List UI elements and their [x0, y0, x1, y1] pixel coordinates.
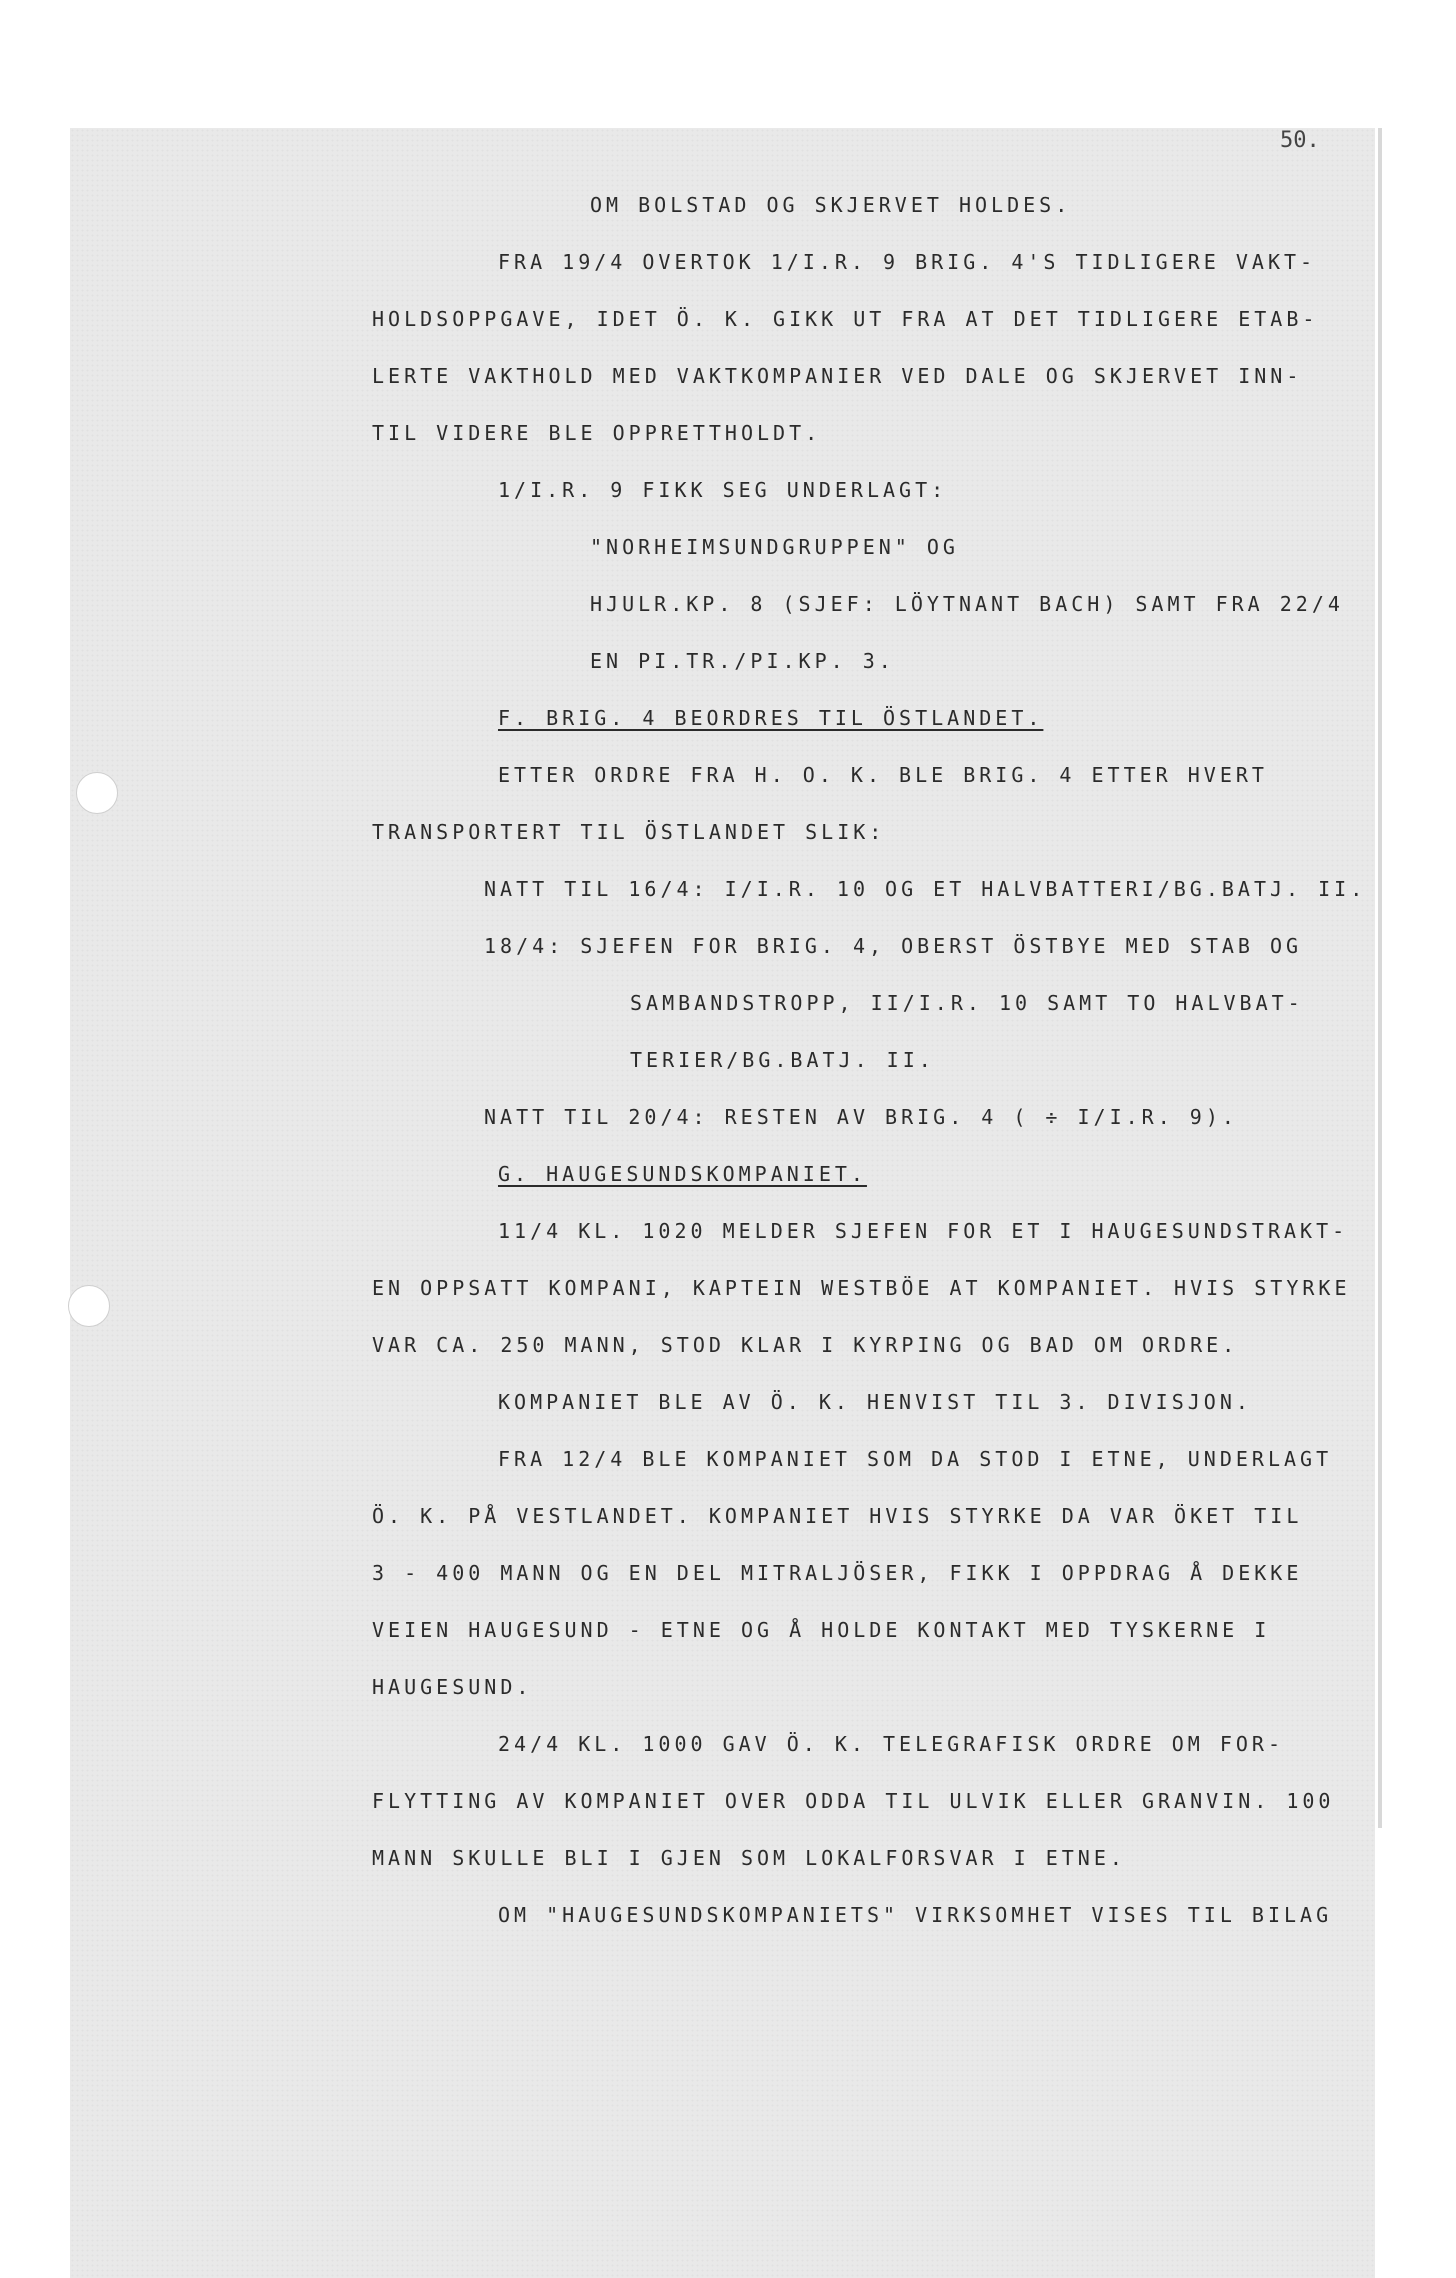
text-line: NATT TIL 20/4: RESTEN AV BRIG. 4 ( ÷ I/I.R. 9). — [484, 1105, 1238, 1129]
text-line: 24/4 KL. 1000 GAV Ö. K. TELEGRAFISK ORDRE OM FOR- — [498, 1732, 1285, 1756]
text-line: OM BOLSTAD OG SKJERVET HOLDES. — [590, 193, 1072, 217]
text-line: MANN SKULLE BLI I GJEN SOM LOKALFORSVAR I ETNE. — [372, 1846, 1126, 1870]
text-line: "NORHEIMSUNDGRUPPEN" OG — [590, 535, 959, 559]
text-line: FRA 19/4 OVERTOK 1/I.R. 9 BRIG. 4'S TIDLIGERE VAKT- — [498, 250, 1317, 274]
text-line: ETTER ORDRE FRA H. O. K. BLE BRIG. 4 ETTER HVERT — [498, 763, 1268, 787]
text-line: TRANSPORTERT TIL ÖSTLANDET SLIK: — [372, 820, 886, 844]
text-line: 11/4 KL. 1020 MELDER SJEFEN FOR ET I HAUGESUNDSTRAKT- — [498, 1219, 1349, 1243]
text-line: FRA 12/4 BLE KOMPANIET SOM DA STOD I ETNE, UNDERLAGT — [498, 1447, 1333, 1471]
page-number: 50. — [1280, 128, 1320, 153]
sheet-edge — [1378, 128, 1382, 1828]
text-line: 18/4: SJEFEN FOR BRIG. 4, OBERST ÖSTBYE MED STAB OG — [484, 934, 1303, 958]
text-line: Ö. K. PÅ VESTLANDET. KOMPANIET HVIS STYRKE DA VAR ÖKET TIL — [372, 1504, 1303, 1528]
text-line: VEIEN HAUGESUND - ETNE OG Å HOLDE KONTAKT MED TYSKERNE I — [372, 1618, 1271, 1642]
text-line: EN OPPSATT KOMPANI, KAPTEIN WESTBÖE AT KOMPANIET. HVIS STYRKE — [372, 1276, 1351, 1300]
text-line: 3 - 400 MANN OG EN DEL MITRALJÖSER, FIKK I OPPDRAG Å DEKKE — [372, 1561, 1303, 1585]
text-line: VAR CA. 250 MANN, STOD KLAR I KYRPING OG BAD OM ORDRE. — [372, 1333, 1239, 1357]
text-line: HJULR.KP. 8 (SJEF: LÖYTNANT BACH) SAMT FRA 22/4 — [590, 592, 1344, 616]
text-line: EN PI.TR./PI.KP. 3. — [590, 649, 895, 673]
section-heading: G. HAUGESUNDSKOMPANIET. — [498, 1162, 867, 1186]
text-line: TERIER/BG.BATJ. II. — [630, 1048, 935, 1072]
text-line: TIL VIDERE BLE OPPRETTHOLDT. — [372, 421, 822, 445]
text-line: HAUGESUND. — [372, 1675, 533, 1699]
section-heading: F. BRIG. 4 BEORDRES TIL ÖSTLANDET. — [498, 706, 1044, 730]
text-line: OM "HAUGESUNDSKOMPANIETS" VIRKSOMHET VISES TIL BILAG — [498, 1903, 1333, 1927]
text-line: FLYTTING AV KOMPANIET OVER ODDA TIL ULVIK ELLER GRANVIN. 100 — [372, 1789, 1335, 1813]
text-line: LERTE VAKTHOLD MED VAKTKOMPANIER VED DALE OG SKJERVET INN- — [372, 364, 1303, 388]
text-line: KOMPANIET BLE AV Ö. K. HENVIST TIL 3. DIVISJON. — [498, 1390, 1252, 1414]
punch-hole — [68, 1285, 110, 1327]
text-line: NATT TIL 16/4: I/I.R. 10 OG ET HALVBATTERI/BG.BATJ. II. — [484, 877, 1367, 901]
text-line: SAMBANDSTROPP, II/I.R. 10 SAMT TO HALVBAT- — [630, 991, 1304, 1015]
text-line: 1/I.R. 9 FIKK SEG UNDERLAGT: — [498, 478, 948, 502]
punch-hole — [76, 772, 118, 814]
text-line: HOLDSOPPGAVE, IDET Ö. K. GIKK UT FRA AT DET TIDLIGERE ETAB- — [372, 307, 1319, 331]
scanned-sheet — [70, 128, 1375, 2278]
